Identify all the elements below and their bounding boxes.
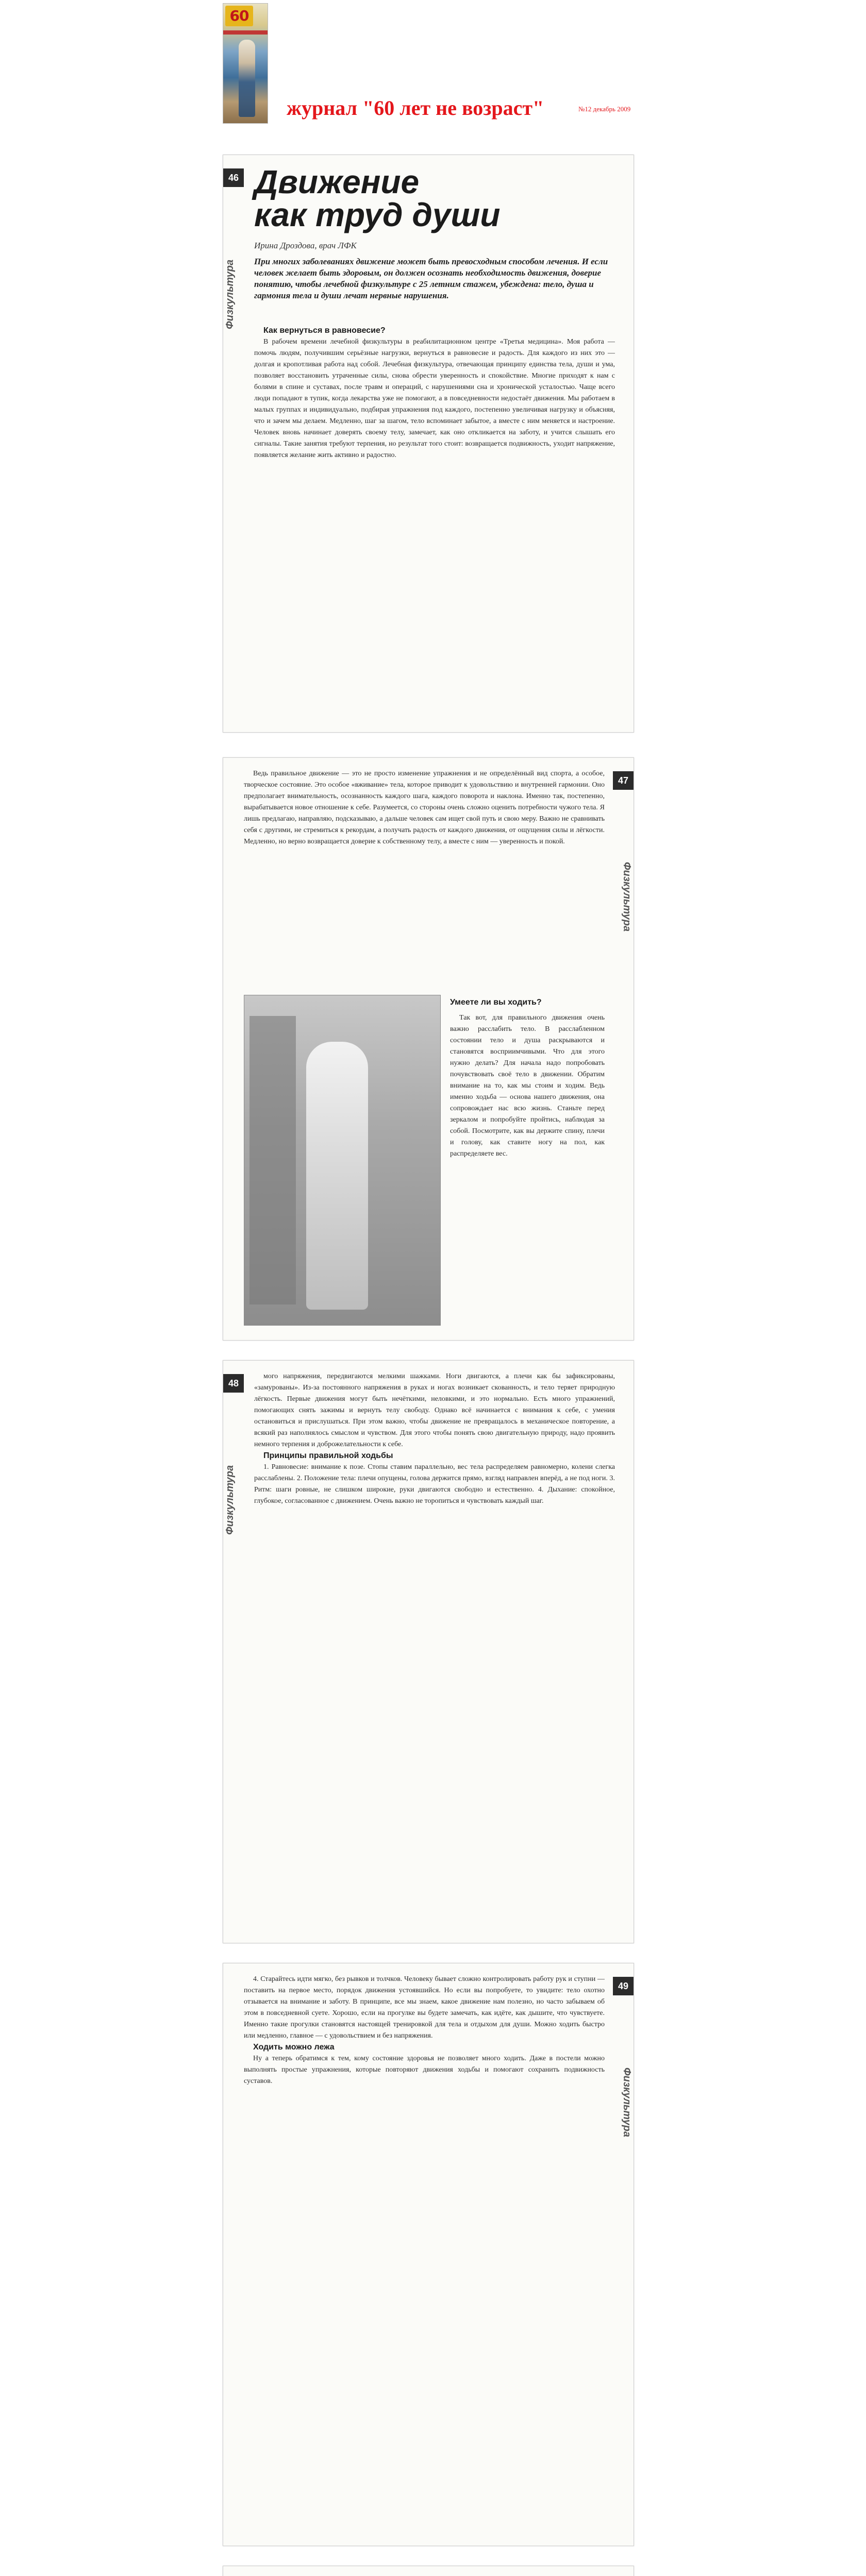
magazine-title: журнал "60 лет не возраст" bbox=[287, 96, 544, 120]
article-paragraph: Ну а теперь обратимся к тем, кому состояние здоровья не позволяет много ходить. Даже в постели можно выполнять простые упражнения, которые повторяют движения ходьбы и помогают сохранить подвижность суставов. bbox=[244, 2055, 605, 2085]
issue-line: №12 декабрь 2009 bbox=[578, 105, 631, 113]
photo-mirror bbox=[249, 1016, 296, 1304]
article-paragraph: В рабочем времени лечебной физкультуры в реабилитационном центре «Третья медицина». Моя работа — помочь людям, получившим серьёзные нагрузки, вернуться в равновесие и радость. Для каждого из них это — долгая и кропотливая работа над собой. Лечебная физкультура, отвечающая принципу единства тела, души и ума, позволяет восстановить утраченные силы, снова обрести уверенность и спокойствие. Многие приходят к нам с болями в спине и суставах, после травм и операций, с нарушениями сна и хронической усталостью. Чаще всего люди попадают в тупик, когда лекарства уже не помогают, а в повседневности недостаёт движения. Мы работаем в малых группах и индивидуально, подбирая упражнения под каждого, постепенно увеличивая нагрузку и объясняя, что и зачем мы делаем. Медленно, шаг за шагом, тело вспоминает забытое, а вместе с ним меняется и настроение. Человек вновь начинает доверять своему телу, замечает, как оно откликается на заботу, и учится слышать его сигналы. Такие занятия требуют терпения, но результат того стоит: возвращается подвижность, уходит напряжение, появляется желание жить активно и радостно. bbox=[254, 338, 615, 459]
logo-stripe bbox=[223, 30, 268, 35]
magazine-page-50 bbox=[223, 2566, 634, 2576]
logo-mark: 60 bbox=[225, 6, 253, 26]
page-number: 47 bbox=[613, 771, 634, 790]
article-title bbox=[254, 165, 615, 231]
magazine-page-47 bbox=[223, 757, 634, 1341]
article-column bbox=[254, 325, 615, 722]
rubric-label: Физкультура bbox=[621, 2067, 632, 2138]
sidebar-column bbox=[450, 1012, 605, 1327]
cover-photo-figure bbox=[239, 40, 255, 117]
article-paragraph: мого напряжения, передвигаются мелкими шажками. Ноги двигаются, а плечи как бы зафиксированы, «замурованы». Из-за постоянного напряжения в руках и ногах возникает скованность, и тело теряет природную лёгкость. Первые движения могут быть нечёткими, неловкими, и это нормально. Есть много упражнений, помогающих снять зажимы и вернуть телу свободу. Однако всё начинается с внимания к себе, с умения остановиться и прислушаться. При этом важно, чтобы движение не превращалось в механическое повторение, а всякий раз наполнялось смыслом и чувством. Для этого чтобы понять свою двигательную природу, надо проявить немного терпения и доброжелательности к себе. bbox=[254, 1372, 615, 1448]
article-paragraph: 4. Старайтесь идти мягко, без рывков и толчков. Человеку бывает сложно контролировать работу рук и ступни — поставить на первое место, порядок движения устоявшийся. Но если вы попробуете, то увидите: тело охотно отзывается на внимание и заботу. В принципе, все мы знаем, какое движение нам полезно, но часто забываем об этом в повседневной суете. Хорошо, если на прогулке вы будете замечать, как идёте, как дышите, что чувствуете. Именно такие прогулки становятся настоящей тренировкой для тела и отдыхом для души. Можно ходить быстро или медленно, главное — с удовольствием и без напряжения. bbox=[244, 1975, 605, 2040]
section-subhead: Как вернуться в равновесие? bbox=[263, 326, 386, 335]
sidebar-paragraph: Так вот, для правильного движения очень важно расслабить тело. В расслабленном состоянии тело и душа раскрываются и становятся восприимчивыми. Что для этого нужно делать? Для начала надо попробовать почувствовать своё тело в движении. Обратим внимание на то, как мы стоим и ходим. Ведь именно ходьба — основа нашего движения, она сопровождает нас всю жизнь. Станьте перед зеркалом и попробуйте пройтись, наблюдая за собой. Посмотрите, как вы держите спину, плечи и голову, как ставите ногу на пол, как распределяете вес. bbox=[450, 1014, 605, 1158]
article-author: Ирина Дроздова, врач ЛФК bbox=[254, 241, 357, 250]
page-header bbox=[0, 0, 866, 129]
article-paragraph: 1. Равновесие: внимание к позе. Стопы ставим параллельно, вес тела распределяем равномерно, колени слегка расслаблены. 2. Положение тела: плечи опущены, голова держится прямо, взгляд направлен вперёд, а не под ноги. 3. Ритм: шаги ровные, не слишком широкие, руки двигаются свободно и естественно. 4. Дыхание: спокойное, глубокое, согласованное с движением. Очень важно не торопиться и чувствовать каждый шаг. bbox=[254, 1463, 615, 1505]
rubric-label: Физкультура bbox=[621, 862, 632, 932]
magazine-page-46 bbox=[223, 155, 634, 733]
photo-woman-walking bbox=[244, 995, 441, 1326]
rubric-label: Физкультура bbox=[224, 1465, 236, 1535]
photo-figure bbox=[306, 1042, 368, 1310]
magazine-cover-logo[interactable] bbox=[223, 3, 268, 124]
article-title-line1: Движение bbox=[254, 163, 420, 200]
rubric-label: Физкультура bbox=[224, 259, 236, 329]
sidebar-title: Умеете ли вы ходить? bbox=[450, 998, 542, 1007]
page-number: 48 bbox=[223, 1374, 244, 1393]
article-lead: При многих заболеваниях движение может быть превосходным способом лечения. И если человек желает быть здоровым, он должен осознать необходимость движения, доверие понятию, чтобы лечебной физкультуре с 25 летним стажем, убеждена: тело, душа и гармония тела и души лечат нервные нарушения. bbox=[254, 257, 608, 300]
article-paragraph: Ведь правильное движение — это не просто изменение упражнения и не определённый вид спорта, а особое, творческое состояние. Это особое «вживание» тела, которое приводит к удовольствию и внутренней гармонии. Оно предполагает внимательность, осознанность каждого шага, каждого поворота и наклона. Именно так, постепенно, вырабатывается новое отношение к себе. Разумеется, со стороны очень сложно оценить потребности чужого тела. Я лишь предлагаю, направляю, подсказываю, а дальше человек сам ищет свой путь и свою меру. Важно не сравнивать себя с другими, не стремиться к рекордам, а получать радость от каждого движения, от ощущения силы и лёгкости. Медленно, но верно возвращается доверие к собственному телу, а вместе с ним — уверенность и покой. bbox=[244, 770, 605, 845]
section-subhead: Принципы правильной ходьбы bbox=[263, 1451, 393, 1460]
section-subhead: Ходить можно лежа bbox=[253, 2043, 335, 2052]
magazine-page-48 bbox=[223, 1360, 634, 1943]
magazine-page-49 bbox=[223, 1963, 634, 2546]
page-number: 46 bbox=[223, 168, 244, 187]
article-column bbox=[244, 768, 605, 985]
article-title-line2: как труд души bbox=[254, 196, 501, 233]
article-column bbox=[254, 1371, 615, 1933]
page-number: 49 bbox=[613, 1977, 634, 1995]
article-column bbox=[244, 1974, 605, 2535]
